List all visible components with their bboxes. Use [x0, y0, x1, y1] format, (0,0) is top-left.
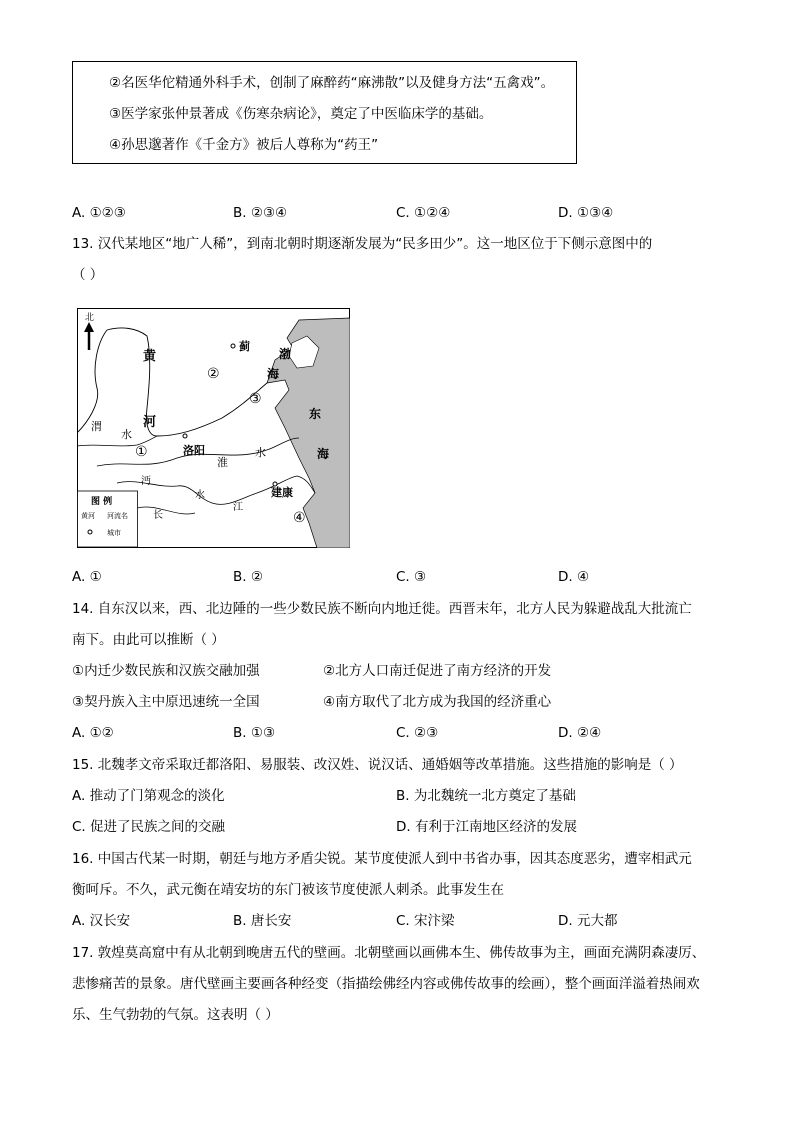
- label-bo: 渤: [279, 347, 292, 361]
- map-figure: [77, 308, 350, 548]
- q16-stem-line1: 16. 中国古代某一时期，朝廷与地方矛盾尖锐。某节度使派人到中书省办事，因其态度恶劣，遭宰相武元: [72, 851, 692, 867]
- label-jiang: 江: [233, 502, 243, 513]
- label-hai1: 海: [267, 367, 280, 381]
- label-wei: 渭: [91, 420, 102, 433]
- q14-stem-line1: 14. 自东汉以来，西、北边陲的一些少数民族不断向内地迁徙。西晋末年，北方人民为躲避战乱大批流亡: [72, 601, 692, 617]
- q14-item-1: ①内迁少数民族和汉族交融加强: [72, 663, 260, 679]
- label-hai2: 海: [317, 447, 330, 461]
- legend-river-sample: 黄河: [81, 512, 95, 520]
- legend-title: 图 例: [91, 497, 113, 507]
- q12-option-a: A. ①②③: [72, 205, 126, 221]
- q14-item-4: ④南方取代了北方成为我国的经济重心: [323, 694, 552, 710]
- q15-option-a: A. 推动了门第观念的淡化: [72, 788, 225, 804]
- q13-stem: 13. 汉代某地区“地广人稀”，到南北朝时期逐渐发展为“民多田少”。这一地区位于下侧示意图中的: [72, 236, 653, 252]
- label-shui1: 水: [121, 428, 132, 441]
- q15-stem: 15. 北魏孝文帝采取迁都洛阳、易服装、改汉姓、说汉话、通婚姻等改革措施。这些措施的影响是（ ）: [72, 757, 683, 773]
- north-label: 北: [85, 313, 95, 323]
- marker-1: ①: [135, 444, 148, 460]
- statement-2: ②名医华佗精通外科手术，创制了麻醉药“麻沸散”以及健身方法“五禽戏”。: [109, 75, 555, 91]
- q16-option-b: B. 唐长安: [233, 913, 292, 929]
- q12-option-b: B. ②③④: [233, 205, 288, 221]
- q16-option-a: A. 汉长安: [72, 913, 131, 929]
- q16-option-c: C. 宋汴梁: [396, 913, 455, 929]
- label-huang: 黄: [143, 349, 157, 364]
- q14-stem-line2: 南下。由此可以推断（ ）: [72, 632, 225, 648]
- label-jiankang: 建康: [271, 486, 293, 499]
- label-huai: 淮: [217, 456, 228, 469]
- q13-paren: （ ）: [72, 267, 104, 283]
- label-luoyang: 洛阳: [183, 444, 205, 457]
- label-ji: 蓟: [239, 340, 250, 353]
- q14-item-3: ③契丹族入主中原迅速统一全国: [72, 694, 260, 710]
- q16-option-d: D. 元大都: [558, 913, 618, 929]
- statement-4: ④孙思邈著作《千金方》被后人尊称为“药王”: [109, 137, 379, 153]
- q17-stem-line1: 17. 敦煌莫高窟中有从北朝到晚唐五代的壁画。北朝壁画以画佛本生、佛传故事为主，画面充满阴森凄厉、: [72, 945, 706, 961]
- q15-option-d: D. 有利于江南地区经济的发展: [396, 819, 577, 835]
- q17-stem-line3: 乐、生气勃勃的气氛。这表明（ ）: [72, 1007, 279, 1023]
- label-shui2: 水: [255, 446, 266, 459]
- q14-option-c: C. ②③: [396, 725, 439, 741]
- legend-city-text: 城市: [107, 529, 121, 537]
- q13-option-a: A. ①: [72, 569, 102, 585]
- q17-stem-line2: 悲惨痛苦的景象。唐代壁画主要画各种经变（指描绘佛经内容或佛传故事的绘画），整个画面洋溢着热闹欢: [72, 976, 700, 992]
- marker-2: ②: [207, 366, 220, 382]
- q16-stem-line2: 衡呵斥。不久，武元衡在靖安坊的东门被该节度使派人刺杀。此事发生在: [72, 882, 504, 898]
- statement-3: ③医学家张仲景著成《伤寒杂病论》，奠定了中医临床学的基础。: [109, 106, 493, 122]
- q14-item-2: ②北方人口南迁促进了南方经济的开发: [323, 663, 552, 679]
- q13-option-d: D. ④: [558, 569, 590, 585]
- q15-option-c: C. 促进了民族之间的交融: [72, 819, 226, 835]
- q14-option-d: D. ②④: [558, 725, 602, 741]
- marker-3: ③: [249, 391, 262, 407]
- q13-option-b: B. ②: [233, 569, 263, 585]
- label-shui3: 水: [195, 490, 205, 501]
- q12-option-c: C. ①②④: [396, 205, 451, 221]
- label-mian: 沔: [141, 476, 151, 487]
- marker-4: ④: [293, 510, 306, 526]
- label-he: 河: [143, 415, 157, 430]
- q15-option-b: B. 为北魏统一北方奠定了基础: [396, 788, 576, 804]
- q12-option-d: D. ①③④: [558, 205, 614, 221]
- label-dong: 东: [309, 407, 322, 421]
- legend-river-text: 河流名: [107, 512, 128, 520]
- label-chang: 长: [153, 510, 163, 521]
- q13-option-c: C. ③: [396, 569, 427, 585]
- q14-option-b: B. ①③: [233, 725, 276, 741]
- q14-option-a: A. ①②: [72, 725, 114, 741]
